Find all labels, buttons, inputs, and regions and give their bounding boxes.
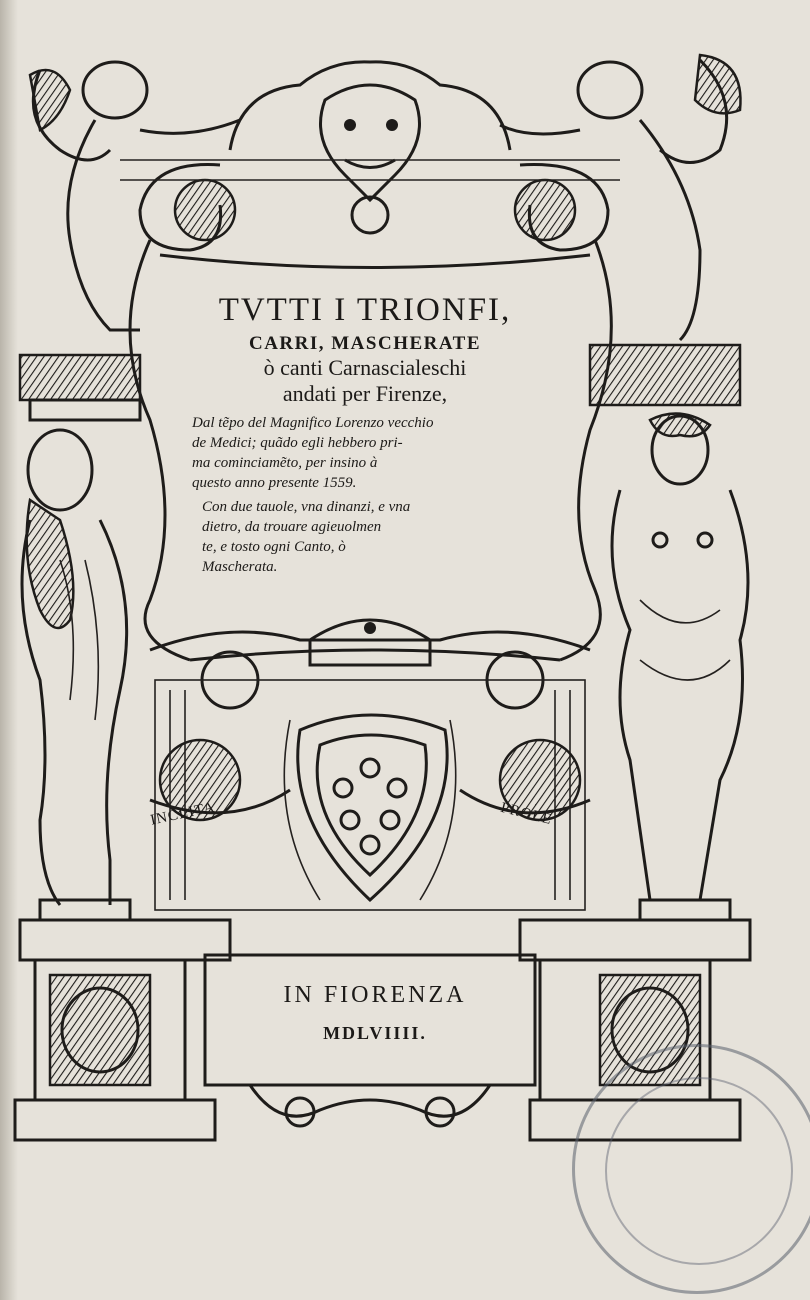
subtitle-line: de Medici; quãdo egli hebbero pri- <box>192 435 403 451</box>
subtitle-line: Dal tẽpo del Magnifico Lorenzo vecchio <box>192 415 434 431</box>
motto-right: PROLE <box>498 799 554 829</box>
title-block <box>180 292 550 577</box>
description-block <box>180 497 550 577</box>
title-line-2: CARRI, MASCHERATE <box>248 333 482 354</box>
library-stamp <box>572 1044 810 1294</box>
satyr-herm-left <box>20 355 140 920</box>
title-line-4: andati per Firenze, <box>282 381 448 406</box>
description-line: dietro, da trouare agieuolmen <box>202 519 382 535</box>
cartouche-right-edge <box>560 240 611 660</box>
imprint-place: IN FIORENZA <box>283 982 467 1008</box>
lower-scrolls <box>150 620 590 910</box>
motto-left: INCLITA <box>148 799 217 829</box>
top-ornament <box>120 62 620 268</box>
medici-coat-of-arms <box>284 715 455 900</box>
description-line: Mascherata. <box>202 559 278 575</box>
subtitle-line: ma cominciamẽto, per insino à <box>192 455 378 471</box>
library-stamp-inner-ring <box>605 1077 793 1265</box>
subtitle-block <box>180 413 550 493</box>
title-line-1: TVTTI I TRIONFI, <box>218 292 512 328</box>
imprint <box>225 982 525 1044</box>
description-line: te, e tosto ogni Canto, ò <box>202 539 346 555</box>
female-herm-right <box>590 345 748 920</box>
imprint-date: MDLVIIII. <box>323 1023 427 1043</box>
description-line: Con due tauole, vna dinanzi, e vna <box>202 499 411 515</box>
subtitle-line: questo anno presente 1559. <box>192 475 357 491</box>
pedestal-left <box>15 920 230 1140</box>
title-line-3: ò canti Carnascialeschi <box>263 355 467 380</box>
